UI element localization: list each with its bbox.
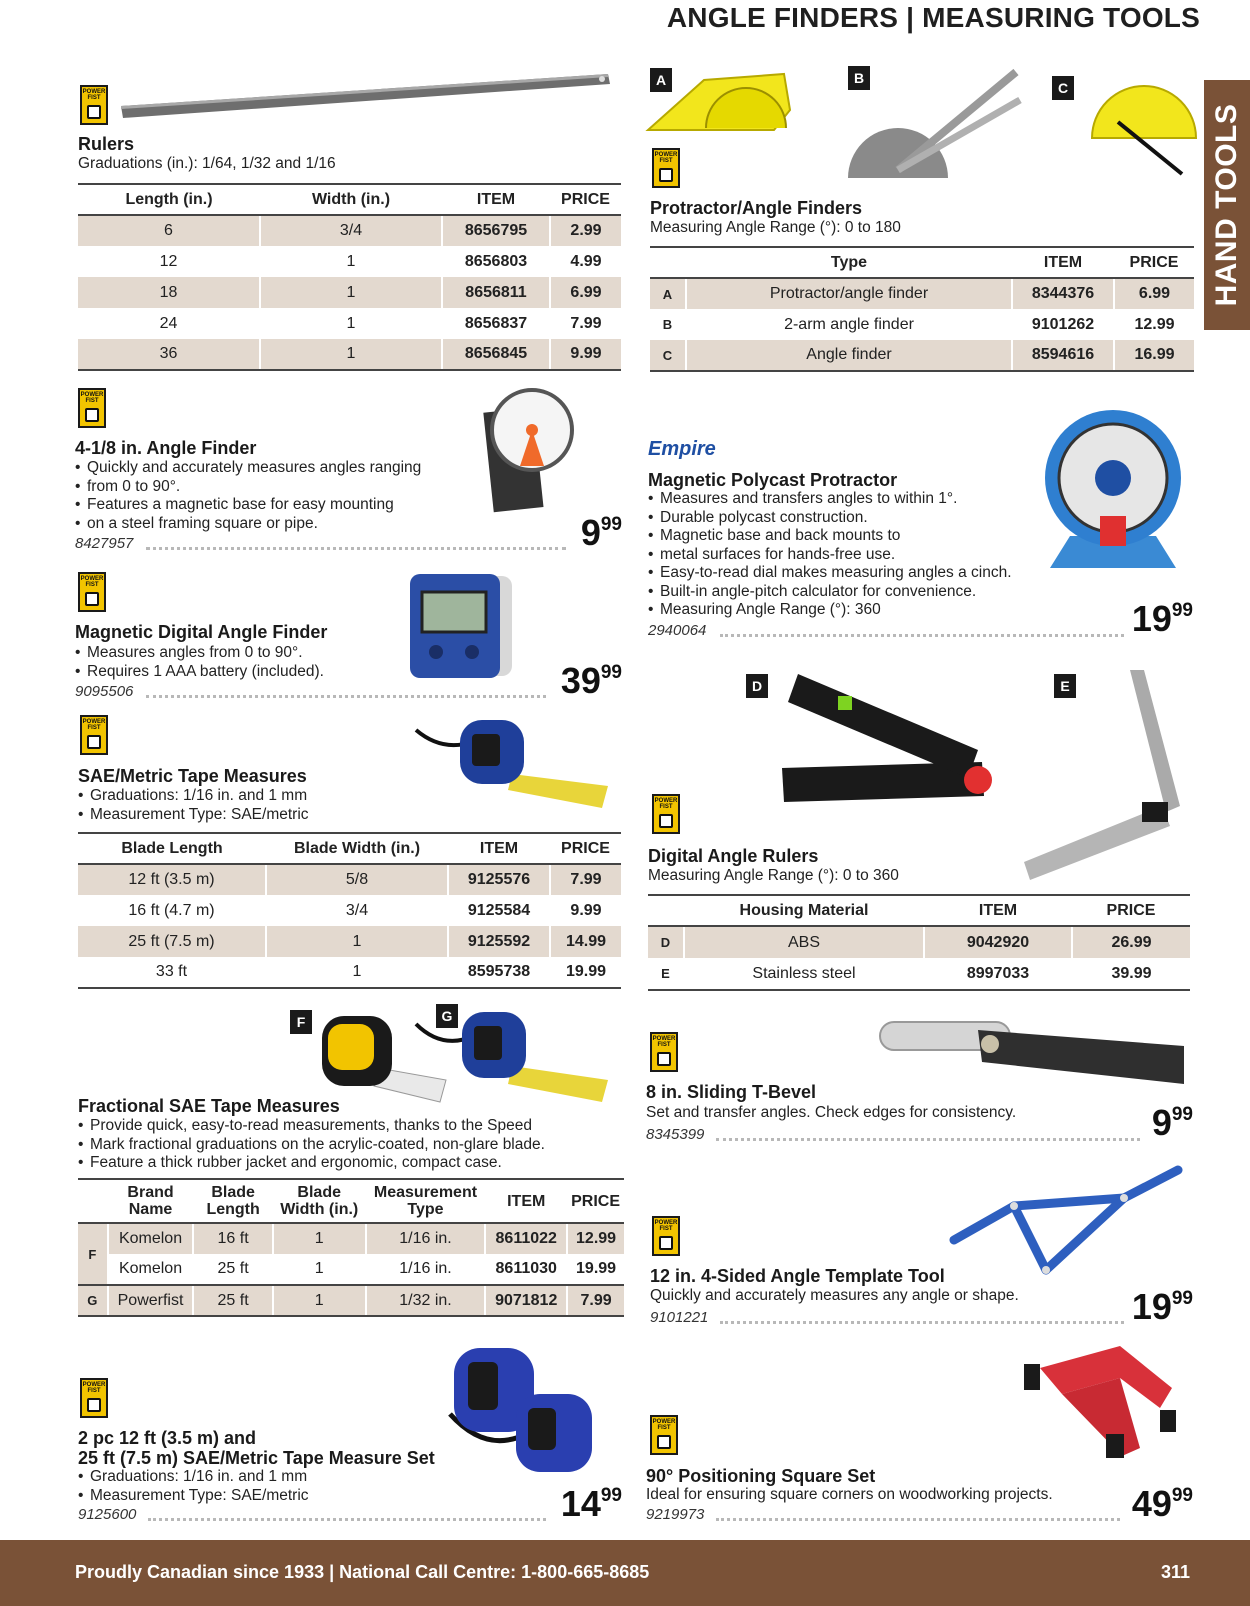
page-title: ANGLE FINDERS | MEASURING TOOLS [666, 2, 1200, 33]
square-set-title: 90° Positioning Square Set [646, 1466, 876, 1486]
label-g: G [436, 1004, 458, 1028]
protractors-subtitle: Measuring Angle Range (°): 0 to 180 [650, 219, 901, 236]
protractor-image-b [846, 66, 1022, 182]
label-c: C [1052, 76, 1074, 100]
template-tool-title: 12 in. 4-Sided Angle Template Tool [650, 1266, 945, 1286]
table-header: Blade Width (in.) [273, 1179, 366, 1223]
rulers-title: Rulers [78, 134, 135, 154]
table-row: A Protractor/angle finder 8344376 6.99 [650, 278, 1194, 309]
footer-text: Proudly Canadian since 1933 | National Call Centre: 1-800-665-8685 [75, 1562, 650, 1582]
label-b: B [848, 66, 870, 90]
footer-bar [0, 1540, 1250, 1606]
table-header: Type [686, 247, 1012, 278]
table-header: PRICE [550, 184, 621, 215]
table-header: Brand Name [108, 1179, 194, 1223]
angle-finder-price: 999 [580, 512, 622, 553]
table-header: Width (in.) [260, 184, 442, 215]
digital-finder-title: Magnetic Digital Angle Finder [75, 622, 328, 642]
polycast-bullets: • Measures and transfers angles to within 1°. • Durable polycast construction. • Magnetic base and back mounts to • metal surfaces for hands-free use. • Easy-to-read dial makes measuring angles a cinch. • Built-in angle-pitch calculator for convenience. • Measuring Angle Range (°): 360 [648, 490, 1012, 620]
table-header: ITEM [485, 1179, 567, 1223]
table-header: Blade Length [78, 833, 266, 864]
label-a: A [650, 68, 672, 92]
ruler-image [118, 68, 614, 124]
protractors-table [650, 246, 1194, 372]
table-row: 12 1 8656803 4.99 [78, 246, 621, 277]
dot-leader [148, 1518, 546, 1521]
table-header: Housing Material [684, 895, 924, 926]
digital-ruler-image-e [1022, 666, 1192, 882]
rulers-table [78, 183, 621, 371]
tape-set-title-line2: 25 ft (7.5 m) SAE/Metric Tape Measure Set [78, 1448, 435, 1468]
table-header: Length (in.) [78, 184, 260, 215]
tape-set-sku: 9125600 [78, 1506, 137, 1523]
tape-sae-title: SAE/Metric Tape Measures [78, 766, 307, 786]
tape-sae-bullets: • Graduations: 1/16 in. and 1 mm • Measurement Type: SAE/metric [78, 787, 309, 824]
digital-finder-sku: 9095506 [75, 683, 134, 700]
dot-leader [716, 1138, 1140, 1141]
template-tool-sku: 9101221 [650, 1309, 709, 1326]
side-tab [1204, 80, 1250, 330]
angle-finder-title: 4-1/8 in. Angle Finder [75, 438, 257, 458]
template-tool-subtitle: Quickly and accurately measures any angle or shape. [650, 1287, 1019, 1304]
table-header: Measurement Type [366, 1179, 486, 1223]
dot-leader [146, 547, 566, 550]
digital-angle-finder-image [408, 572, 516, 684]
side-tab-label: HAND TOOLS [1210, 103, 1243, 307]
square-set-price: 4999 [1131, 1483, 1193, 1524]
digital-finder-price: 3999 [560, 660, 622, 701]
tape-set-price: 1499 [560, 1483, 622, 1524]
protractor-image-a [644, 70, 794, 138]
positioning-square-image [1010, 1338, 1186, 1460]
dot-leader [146, 695, 546, 698]
t-bevel-subtitle: Set and transfer angles. Check edges for consistency. [646, 1104, 1017, 1121]
fractional-tape-table [78, 1178, 624, 1317]
empire-logo: Empire [648, 438, 716, 460]
table-row: 25 ft (7.5 m) 1 9125592 14.99 [78, 926, 621, 957]
digital-rulers-subtitle: Measuring Angle Range (°): 0 to 360 [648, 867, 899, 884]
powerfist-logo: POWER FIST [80, 85, 108, 125]
square-set-subtitle: Ideal for ensuring square corners on woodworking projects. [646, 1486, 1053, 1503]
t-bevel-image [878, 1016, 1188, 1086]
table-row: 6 3/4 8656795 2.99 [78, 215, 621, 246]
table-header: Blade Length [193, 1179, 272, 1223]
table-row: 36 1 8656845 9.99 [78, 339, 621, 370]
table-row: C Angle finder 8594616 16.99 [650, 340, 1194, 371]
digital-ruler-image-d [778, 672, 1018, 808]
table-row: D ABS 9042920 26.99 [648, 926, 1190, 958]
powerfist-logo: POWER FIST [80, 1378, 108, 1418]
dot-leader [720, 634, 1124, 637]
angle-template-image [946, 1160, 1186, 1278]
table-header: PRICE [1072, 895, 1190, 926]
template-tool-price: 1999 [1131, 1286, 1193, 1327]
powerfist-logo: POWER FIST [652, 148, 680, 188]
table-header: ITEM [1012, 247, 1114, 278]
powerfist-tape-image [412, 1006, 610, 1110]
table-row: 33 ft 1 8595738 19.99 [78, 957, 621, 988]
protractor-image-c [1088, 82, 1198, 178]
digital-finder-bullets: • Measures angles from 0 to 90°. • Requires 1 AAA battery (included). [75, 644, 324, 681]
tape-sae-table [78, 832, 621, 989]
table-header: ITEM [924, 895, 1072, 926]
table-row: 12 ft (3.5 m) 5/8 9125576 7.99 [78, 864, 621, 895]
fractional-tape-bullets: • Provide quick, easy-to-read measurements, thanks to the Speed • Mark fractional graduations on the acrylic-coated, non-glare blade. • Feature a thick rubber jacket and ergonomic, compact case. [78, 1117, 545, 1173]
dot-leader [716, 1518, 1120, 1521]
tape-set-title-line1: 2 pc 12 ft (3.5 m) and [78, 1428, 257, 1448]
tape-set-image [446, 1344, 606, 1476]
table-header: PRICE [550, 833, 621, 864]
tape-set-bullets: • Graduations: 1/16 in. and 1 mm • Measurement Type: SAE/metric [78, 1468, 309, 1505]
square-set-sku: 9219973 [646, 1506, 705, 1523]
table-header: ITEM [448, 833, 550, 864]
table-row: F Komelon 16 ft 1 1/16 in. 8611022 12.99 [78, 1223, 624, 1254]
table-row: E Stainless steel 8997033 39.99 [648, 958, 1190, 990]
table-header: Blade Width (in.) [266, 833, 448, 864]
table-header: PRICE [567, 1179, 624, 1223]
dot-leader [720, 1321, 1124, 1324]
digital-rulers-table [648, 894, 1190, 991]
tape-measure-image [412, 712, 610, 822]
powerfist-logo: POWER FIST [78, 388, 106, 428]
angle-finder-sku: 8427957 [75, 535, 134, 552]
powerfist-logo: POWER FIST [78, 572, 106, 612]
t-bevel-sku: 8345399 [646, 1126, 705, 1143]
digital-rulers-title: Digital Angle Rulers [648, 846, 819, 866]
powerfist-logo: POWER FIST [80, 715, 108, 755]
angle-finder-bullets: • Quickly and accurately measures angles ranging • from 0 to 90°. • Features a magnetic base for easy mounting • on a steel framing square or pipe. [75, 459, 421, 533]
powerfist-logo: POWER FIST [650, 1032, 678, 1072]
powerfist-logo: POWER FIST [652, 794, 680, 834]
label-f: F [290, 1010, 312, 1034]
page-number: 311 [1160, 1562, 1190, 1582]
rulers-subtitle: Graduations (in.): 1/64, 1/32 and 1/16 [78, 155, 336, 172]
protractors-title: Protractor/Angle Finders [650, 198, 863, 218]
table-row: 18 1 8656811 6.99 [78, 277, 621, 308]
table-row: Komelon 25 ft 1 1/16 in. 8611030 19.99 [78, 1254, 624, 1285]
powerfist-logo: POWER FIST [652, 1216, 680, 1256]
powerfist-logo: POWER FIST [650, 1415, 678, 1455]
table-header: PRICE [1114, 247, 1194, 278]
table-row: B 2-arm angle finder 9101262 12.99 [650, 309, 1194, 340]
polycast-sku: 2940064 [648, 622, 707, 639]
polycast-price: 1999 [1131, 598, 1193, 639]
table-row: 24 1 8656837 7.99 [78, 308, 621, 339]
angle-finder-image [482, 386, 576, 516]
table-header: ITEM [442, 184, 550, 215]
t-bevel-title: 8 in. Sliding T-Bevel [646, 1082, 817, 1102]
label-e: E [1054, 674, 1076, 698]
polycast-title: Magnetic Polycast Protractor [648, 470, 898, 490]
table-row: G Powerfist 25 ft 1 1/32 in. 9071812 7.99 [78, 1285, 624, 1316]
polycast-protractor-image [1040, 408, 1186, 570]
t-bevel-price: 999 [1151, 1102, 1193, 1143]
label-d: D [746, 674, 768, 698]
table-row: 16 ft (4.7 m) 3/4 9125584 9.99 [78, 895, 621, 926]
fractional-tape-title: Fractional SAE Tape Measures [78, 1096, 340, 1116]
